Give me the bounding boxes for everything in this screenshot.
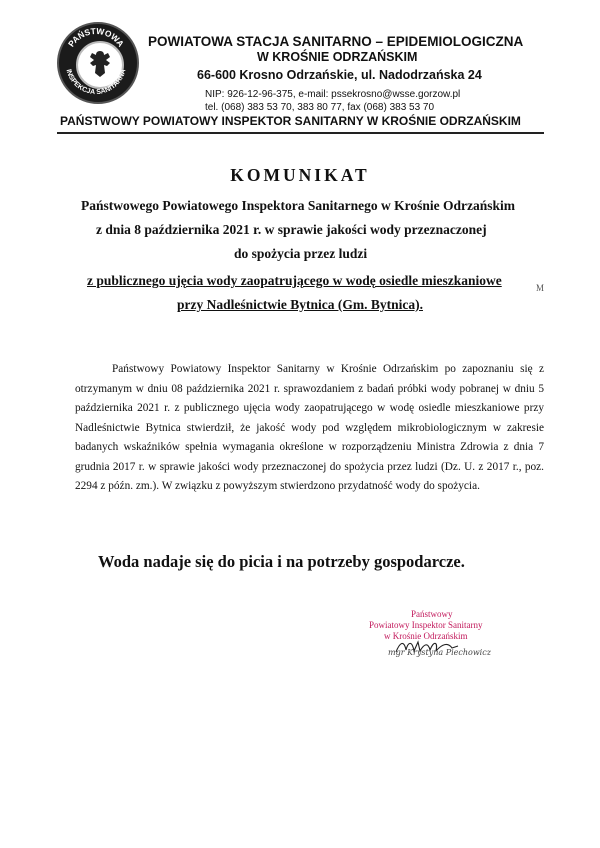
stamp-line2: Powiatowy Inspektor Sanitarny — [369, 620, 483, 630]
document-title: KOMUNIKAT — [230, 165, 370, 185]
stamp-line1: Państwowy — [411, 609, 453, 619]
stamp-line3: w Krośnie Odrzańskim — [384, 631, 468, 641]
header-divider — [57, 132, 544, 134]
body-paragraph — [75, 360, 544, 497]
conclusion-statement: Woda nadaje się do picia i na potrzeby gospodarcze. — [98, 552, 465, 571]
body-text: Państwowy Powiatowy Inspektor Sanitarny w Krośnie Odrzańskim po zapoznaniu się z otrzymanym w dniu 08 października 2021 r. sprawozdaniem z badań próbki wody pobranej w dniu 5 października 2021 r. z publicznego ujęcia wody zaopatrującego w wodę osiedle mieszkaniowe przy Nadleśnictwie Bytnica stwierdził, że jakość wody pod względem mikrobiologicznym w zakresie badanych wskaźników spełnia wymagania określone w rozporządzeniu Ministra Zdrowia z dnia 7 grudnia 2017 r. w sprawie jakości wody przeznaczonej do spożycia przez ludzi (Dz. U. z 2017 r., poz. 2294 z późn. zm.). W związku z powyższym stwierdzono przydatność wody do spożycia. — [75, 363, 544, 492]
org-name-line2: W KROŚNIE ODRZAŃSKIM — [257, 50, 418, 64]
subtitle-line1: Państwowego Powiatowego Inspektora Sanitarnego w Krośnie Odrzańskim — [81, 198, 516, 213]
org-contact-line1: NIP: 926-12-96-375, e-mail: pssekrosno@wsse.gorzow.pl — [205, 89, 461, 100]
svg-text:INSPEKCJA SANITARNA — [65, 68, 128, 96]
org-contact-line2: tel. (068) 383 53 70, 383 80 77, fax (068) 383 53 70 — [205, 102, 435, 113]
subtitle-line2: z dnia 8 października 2021 r. w sprawie jakości wody przeznaczonej — [96, 222, 487, 237]
logo-text-top: PAŃSTWOWA — [65, 25, 127, 49]
logo-text-bottom: INSPEKCJA SANITARNA — [64, 68, 128, 97]
signature-name: mgr Krystyna Piechowicz — [388, 648, 491, 657]
subtitle-line3: do spożycia przez ludzi — [234, 246, 368, 261]
org-name-line1: POWIATOWA STACJA SANITARNO – EPIDEMIOLOGICZNA — [148, 34, 524, 49]
margin-mark: M — [536, 283, 545, 293]
subtitle-underlined-line1: z publicznego ujęcia wody zaopatrującego w wodę osiedle mieszkaniowe — [87, 273, 502, 288]
org-address: 66-600 Krosno Odrzańskie, ul. Nadodrzańska 24 — [197, 68, 482, 82]
svg-text:PAŃSTWOWA — [66, 26, 126, 49]
inspekcja-sanitarna-logo — [57, 22, 139, 104]
inspector-header: PAŃSTWOWY POWIATOWY INSPEKTOR SANITARNY W KROŚNIE ODRZAŃSKIM — [60, 114, 521, 128]
subtitle-underlined-line2: przy Nadleśnictwie Bytnica (Gm. Bytnica). — [177, 297, 423, 312]
